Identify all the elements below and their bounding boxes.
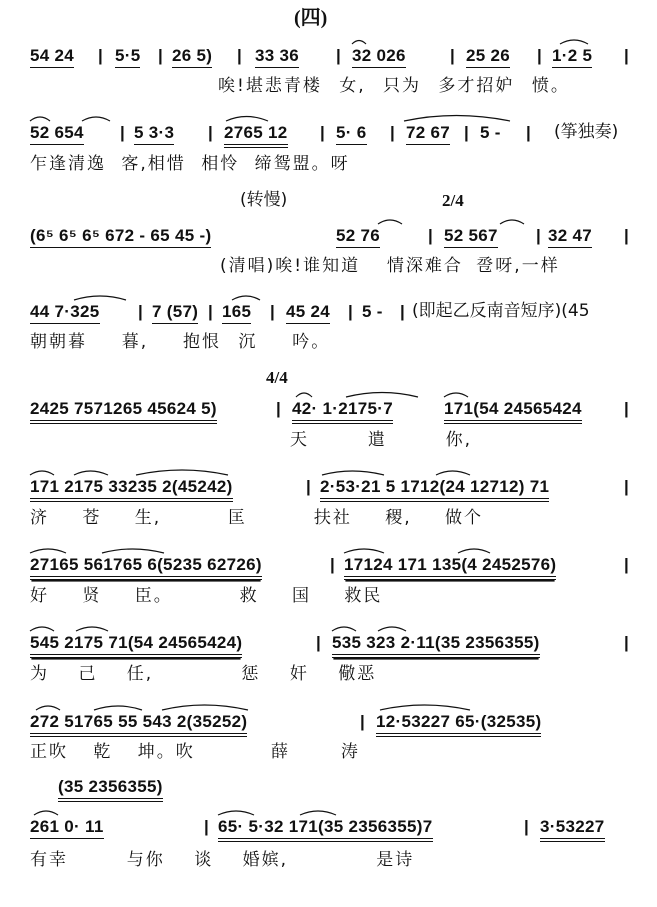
notation-group: 171 2175 33235 2(45242) [30,477,233,502]
slur [30,471,54,475]
lyrics-line: 天 遣 你, [290,430,473,450]
notation-group: 1·2 5 [552,46,592,68]
slur [296,393,312,397]
slur [444,393,468,397]
slur [404,116,510,122]
barline: | [536,226,542,245]
notation-group: 535 323 2·11(35 2356355) [332,633,540,658]
notation-group: 25 26 [466,46,510,68]
barline: | [360,712,366,731]
notation-group: 32 47 [548,226,592,248]
slur [102,549,164,553]
notation-group: (6⁵ 6⁵ 6⁵ 672 - 65 45 -) [30,226,211,248]
barline: | [237,46,243,65]
notation-group: 54 24 [30,46,74,68]
notation-group: 72 67 [406,123,450,145]
notation-group: 52 654 [30,123,84,145]
slur [332,627,356,631]
slur [436,471,470,475]
notation-group: 261 0· 11 [30,817,104,839]
time-signature: 2/4 [442,191,464,210]
notation-group: 44 7·325 [30,302,100,324]
slur [30,117,50,121]
barline: | [320,123,326,142]
notation-group: 7 (57) [152,302,198,324]
barline: | [400,302,406,321]
notation-group: 52 567 [444,226,498,248]
notation-group: 2765 12 [224,123,288,148]
lyrics-line: 唉!堪悲青楼 女, 只为 多才招妒 愤。 [218,76,570,96]
barline: | [624,399,630,418]
slur [76,627,108,631]
slur [162,705,248,710]
barline: | [464,123,470,142]
slur [136,470,228,475]
notation-group: 32 026 [352,46,406,68]
barline: | [624,633,630,652]
notation-group: 26 5) [172,46,212,68]
slur [232,296,260,300]
notation-group: 5 3·3 [134,123,174,145]
notation-group: 5 - [480,123,501,142]
slur [218,811,254,815]
barline: | [204,817,210,836]
barline: | [526,123,532,142]
notation-group: 2·53·21 5 1712(24 12712) 71 [320,477,549,502]
lyrics-line: 济 苍 生, 匡 扶社 稷, 做个 [30,508,484,528]
notation-group: 45 24 [286,302,330,324]
barline: | [336,46,342,65]
slur [458,549,490,553]
notation-group: (35 2356355) [58,777,163,802]
instrumental-note: (即起乙反南音短序)(45 [412,301,590,321]
barline: | [390,123,396,142]
barline: | [624,477,630,496]
barline: | [120,123,126,142]
lyrics-line: (清唱)唉!谁知道 情深难合 卺呀,一样 [220,256,560,276]
barline: | [348,302,354,321]
notation-group: 27165 561765 6(5235 62726) [30,555,262,580]
slur [560,40,588,44]
notation-group: 33 36 [255,46,299,68]
slur [30,549,66,553]
slur [378,220,402,224]
barline: | [306,477,312,496]
barline: | [624,46,630,65]
lyrics-line: 为 己 任, 惩 奸 儆恶 [30,664,377,684]
slur [34,811,58,815]
lyrics-line: 朝朝暮 暮, 抱恨 沉 吟。 [30,332,331,352]
slur [344,549,384,553]
slur [322,471,384,475]
barline: | [524,817,530,836]
slur [352,41,366,45]
slur [380,705,470,710]
barline: | [270,302,276,321]
lyrics-line: 好 贤 臣。 救 国 救民 [30,586,383,606]
slur [74,471,108,475]
slur [500,220,524,224]
notation-group: 5 - [362,302,383,321]
lyrics-line: 乍逢清逸 客,相惜 相怜 缔鸳盟。呀 [30,154,350,174]
notation-group: 42· 1·2175·7 [292,399,393,424]
notation-group: 272 51765 55 543 2(35252) [30,712,247,737]
slur [300,811,336,815]
notation-group: 545 2175 71(54 24565424) [30,633,242,658]
slur [82,117,110,121]
barline: | [158,46,164,65]
time-signature: 4/4 [266,368,288,387]
section-title: (四) [294,7,328,29]
slur [36,706,60,710]
slur [346,393,418,398]
barline: | [98,46,104,65]
notation-group: 3·53227 [540,817,605,842]
notation-group: 17124 171 135(4 2452576) [344,555,556,580]
notation-group: 165 [222,302,251,324]
lyrics-line: 有幸 与你 谈 婚嫔, 是诗 [30,850,415,870]
barline: | [316,633,322,652]
barline: | [208,302,214,321]
barline: | [138,302,144,321]
barline: | [276,399,282,418]
notation-group: 65· 5·32 171(35 2356355)7 [218,817,433,842]
notation-group: 12·53227 65·(32535) [376,712,541,737]
barline: | [624,555,630,574]
notation-group: 5·5 [115,46,140,68]
tempo-mark: (转慢) [240,190,288,210]
barline: | [450,46,456,65]
barline: | [537,46,543,65]
slur [226,117,268,122]
slur [94,706,142,710]
barline: | [330,555,336,574]
barline: | [428,226,434,245]
notation-group: 5· 6 [336,123,367,145]
instrumental-note: (筝独奏) [554,122,619,142]
slur [74,296,126,300]
lyrics-line: 正吹 乾 坤。吹 薛 涛 [30,742,360,762]
barline: | [624,226,630,245]
notation-group: 52 76 [336,226,380,248]
slur [378,627,406,631]
barline: | [208,123,214,142]
notation-group: 2425 7571265 45624 5) [30,399,217,424]
slur [30,627,54,631]
notation-group: 171(54 24565424 [444,399,582,424]
